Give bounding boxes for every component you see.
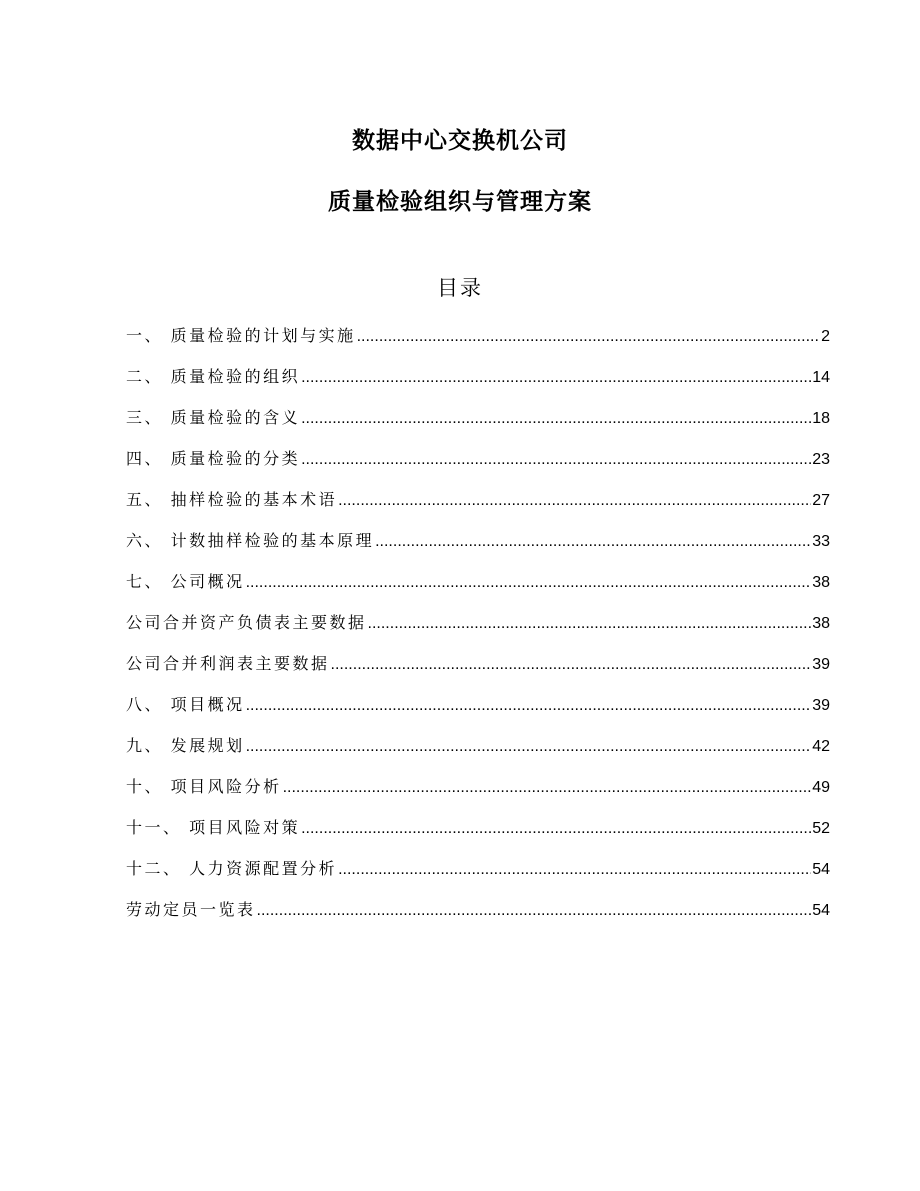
toc-dot-leader [246,697,812,715]
toc-dot-leader [331,656,812,674]
toc-entry[interactable] [126,897,830,938]
toc-dot-leader [338,861,811,879]
toc-entry[interactable] [126,815,830,856]
toc-entry[interactable] [126,610,830,651]
toc-entry-page-number: 54 [812,902,830,919]
toc-entry-page-number: 42 [812,738,830,755]
document-title-line-1: 数据中心交换机公司 [352,128,568,154]
toc-entry-page-number: 52 [812,820,830,837]
toc-dot-leader [338,492,811,510]
toc-dot-leader [368,615,812,633]
toc-dot-leader [301,820,811,838]
toc-dot-leader [301,410,811,428]
toc-entry[interactable] [126,733,830,774]
toc-dot-leader [246,738,812,756]
toc-entry-label: 十、 项目风险分析 [126,777,282,796]
toc-entry[interactable] [126,569,830,610]
toc-entry-label: 一、 质量检验的计划与实施 [126,326,356,345]
toc-entry-label: 七、 公司概况 [126,572,245,591]
toc-entry-label: 十二、 人力资源配置分析 [126,859,338,878]
toc-dot-leader [375,533,811,551]
toc-entry-page-number: 33 [812,533,830,550]
toc-entry-label: 三、 质量检验的含义 [126,408,301,427]
table-of-contents [126,323,830,938]
toc-entry-label: 公司合并利润表主要数据 [126,654,330,673]
toc-entry-page-number: 54 [812,861,830,878]
toc-entry-label: 四、 质量检验的分类 [126,449,301,468]
toc-entry-page-number: 14 [812,369,830,386]
toc-entry[interactable] [126,446,830,487]
toc-entry-label: 六、 计数抽样检验的基本原理 [126,531,375,550]
toc-dot-leader [283,779,812,797]
toc-heading: 目录 [437,276,483,300]
toc-entry-label: 十一、 项目风险对策 [126,818,301,837]
toc-entry[interactable] [126,405,830,446]
toc-entry-page-number: 39 [812,656,830,673]
toc-entry[interactable] [126,487,830,528]
toc-entry-page-number: 23 [812,451,830,468]
toc-dot-leader [246,574,812,592]
toc-entry-page-number: 38 [812,615,830,632]
toc-entry-page-number: 39 [812,697,830,714]
toc-entry[interactable] [126,323,830,364]
toc-dot-leader [301,451,811,469]
toc-dot-leader [257,902,812,920]
toc-entry[interactable] [126,856,830,897]
toc-entry-page-number: 2 [821,328,830,345]
toc-entry-page-number: 27 [812,492,830,509]
toc-entry[interactable] [126,692,830,733]
document-title-line-2: 质量检验组织与管理方案 [328,189,592,215]
toc-entry[interactable] [126,528,830,569]
toc-dot-leader [357,328,821,346]
toc-entry-label: 五、 抽样检验的基本术语 [126,490,338,509]
toc-entry-label: 公司合并资产负债表主要数据 [126,613,367,632]
toc-entry-page-number: 49 [812,779,830,796]
toc-entry-label: 八、 项目概况 [126,695,245,714]
toc-entry[interactable] [126,651,830,692]
toc-entry-label: 九、 发展规划 [126,736,245,755]
toc-entry-label: 二、 质量检验的组织 [126,367,301,386]
toc-entry[interactable] [126,364,830,405]
toc-entry-label: 劳动定员一览表 [126,900,256,919]
toc-entry[interactable] [126,774,830,815]
toc-entry-page-number: 18 [812,410,830,427]
toc-dot-leader [301,369,811,387]
toc-entry-page-number: 38 [812,574,830,591]
